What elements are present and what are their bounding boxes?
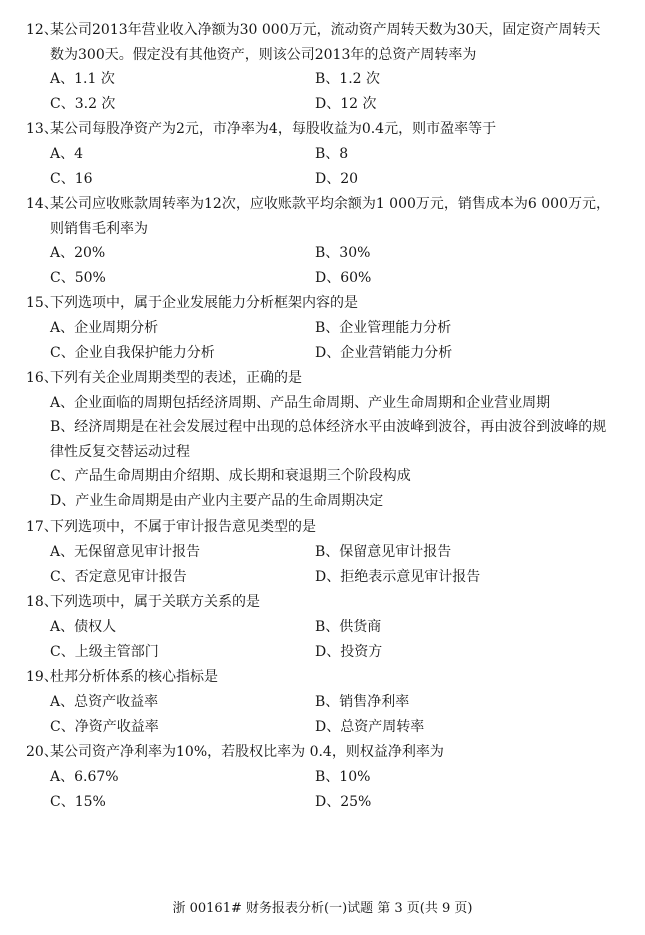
question-stem (0, 740, 645, 765)
option-b: B、30% (315, 245, 371, 261)
option-row (0, 715, 645, 740)
option-c-text: C、产品生命周期由介绍期、成长期和衰退期三个阶段构成 (50, 468, 411, 484)
option-a: A、20% (50, 245, 106, 261)
question-text: 下列选项中，属于关联方关系的是 (50, 594, 260, 610)
question-14 (0, 192, 645, 291)
question-text: 下列有关企业周期类型的表述，正确的是 (50, 370, 302, 386)
option-d: D、12 次 (315, 96, 377, 112)
option-row (0, 142, 645, 167)
option-row (0, 790, 645, 815)
option-b: B、销售净利率 (315, 693, 410, 710)
question-number: 18、 (26, 594, 58, 610)
question-number: 14、 (26, 196, 58, 212)
option-row (0, 266, 645, 291)
option-c: C、16 (50, 170, 93, 187)
option-b: B、10% (315, 768, 371, 785)
option-c: C、净资产收益率 (50, 718, 159, 735)
question-stem (0, 366, 645, 391)
question-15 (0, 291, 645, 366)
question-16 (0, 366, 645, 513)
question-stem (0, 665, 645, 690)
question-number: 16、 (26, 370, 58, 386)
question-stem (0, 18, 645, 67)
option-c: C、企业自我保护能力分析 (50, 344, 215, 361)
question-19 (0, 665, 645, 740)
question-text: 下列选项中，不属于审计报告意见类型的是 (50, 519, 316, 535)
option-row (0, 167, 645, 192)
option-b: B、供货商 (315, 618, 382, 635)
option-a: A、企业周期分析 (50, 319, 159, 336)
option-row (0, 540, 645, 565)
question-13 (0, 117, 645, 192)
question-18 (0, 590, 645, 665)
option-row (0, 316, 645, 341)
question-text: 下列选项中，属于企业发展能力分析框架内容的是 (50, 295, 358, 311)
option-b: B、保留意见审计报告 (315, 543, 452, 560)
question-number: 13、 (26, 121, 58, 137)
option-row (0, 640, 645, 665)
question-12 (0, 18, 645, 117)
option-c: C、3.2 次 (50, 96, 116, 112)
option-d: D、60% (315, 270, 372, 286)
option-d: D、拒绝表示意见审计报告 (315, 568, 481, 585)
question-17 (0, 515, 645, 590)
option-c: C、15% (50, 793, 106, 810)
option-b-text: B、经济周期是在社会发展过程中出现的总体经济水平由波峰到波谷，再由波谷到波峰的规律性反复交替运动过程 (50, 419, 607, 460)
option-d: D、20 (315, 170, 359, 187)
option-c: C、上级主管部门 (50, 643, 159, 660)
option-b: B、1.2 次 (315, 71, 381, 87)
question-stem (0, 117, 645, 142)
option-row (0, 615, 645, 640)
option-row (0, 690, 645, 715)
question-text: 杜邦分析体系的核心指标是 (50, 669, 218, 685)
question-stem (0, 192, 645, 241)
option-a: A、总资产收益率 (50, 693, 159, 710)
question-number: 20、 (26, 744, 58, 760)
question-number: 17、 (26, 519, 58, 535)
option-c: C、50% (50, 270, 106, 286)
option-row (0, 341, 645, 366)
option-a-text: A、企业面临的周期包括经济周期、产品生命周期、产业生命周期和企业营业周期 (50, 394, 551, 411)
option-d (0, 489, 645, 514)
option-d: D、25% (315, 793, 372, 810)
question-text: 某公司2013年营业收入净额为30 000万元，流动资产周转天数为30天，固定资产周转天数为300天。假定没有其他资产，则该公司2013年的总资产周转率为 (50, 22, 601, 63)
option-a (0, 391, 645, 416)
question-number: 15、 (26, 295, 58, 311)
option-d: D、总资产周转率 (315, 718, 425, 735)
option-a: A、无保留意见审计报告 (50, 543, 201, 560)
question-20 (0, 740, 645, 815)
question-text: 某公司资产净利率为10%，若股权比率为 0.4，则权益净利率为 (50, 744, 444, 760)
option-d: D、企业营销能力分析 (315, 344, 453, 361)
question-stem (0, 590, 645, 615)
option-row (0, 67, 645, 92)
option-row (0, 92, 645, 117)
page-footer: 浙 00161# 财务报表分析(一)试题 第 3 页(共 9 页) (172, 901, 473, 916)
option-a: A、债权人 (50, 618, 117, 635)
question-stem (0, 515, 645, 540)
option-c (0, 464, 645, 489)
question-number: 12、 (26, 22, 58, 38)
question-text: 某公司每股净资产为2元，市净率为4，每股收益为0.4元，则市盈率等于 (50, 121, 497, 137)
option-b: B、8 (315, 145, 349, 162)
option-a: A、6.67% (50, 768, 119, 785)
question-text: 某公司应收账款周转率为12次，应收账款平均余额为1 000万元，销售成本为6 000万元，则销售毛利率为 (50, 196, 610, 237)
option-d-text: D、产业生命周期是由产业内主要产品的生命周期决定 (50, 492, 384, 509)
option-b: B、企业管理能力分析 (315, 319, 452, 336)
option-d: D、投资方 (315, 643, 383, 660)
option-b (0, 415, 645, 464)
option-row (0, 565, 645, 590)
option-a: A、1.1 次 (50, 71, 115, 87)
question-number: 19、 (26, 669, 58, 685)
option-c: C、否定意见审计报告 (50, 568, 187, 585)
option-row (0, 765, 645, 790)
option-a: A、4 (50, 145, 84, 162)
option-row (0, 241, 645, 266)
question-stem (0, 291, 645, 316)
